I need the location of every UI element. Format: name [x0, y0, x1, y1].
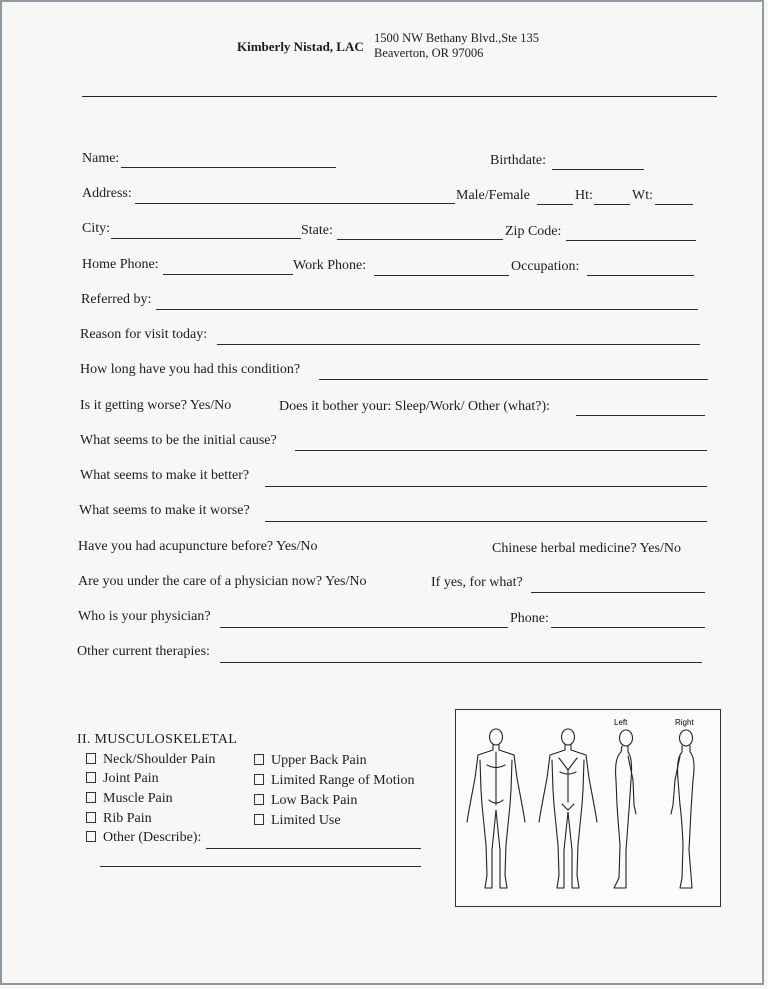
occupation-field[interactable]	[587, 275, 694, 276]
neck-shoulder-pain-option[interactable]: Neck/Shoulder Pain	[86, 752, 215, 768]
header-divider	[82, 96, 717, 97]
state-label: State:	[301, 223, 333, 238]
worse-label: Is it getting worse? Yes/No	[80, 398, 232, 413]
sex-field[interactable]	[537, 204, 573, 205]
checkbox-icon[interactable]	[86, 753, 96, 764]
left-label: Left	[614, 718, 628, 727]
better-field[interactable]	[265, 486, 707, 487]
zip-field[interactable]	[566, 240, 696, 241]
referred-by-field[interactable]	[156, 309, 698, 310]
physician-care-label: Are you under the care of a physician now? Yes/No	[78, 574, 367, 589]
checkbox-icon[interactable]	[86, 792, 96, 803]
bother-field[interactable]	[576, 415, 705, 416]
left-side-figure	[614, 730, 636, 888]
other-describe-option[interactable]: Other (Describe):	[86, 830, 201, 846]
physician-label: Who is your physician?	[78, 609, 211, 624]
if-yes-label: If yes, for what?	[431, 575, 523, 590]
herbal-label: Chinese herbal medicine? Yes/No	[492, 541, 681, 556]
other-describe-field[interactable]	[206, 848, 421, 849]
upper-back-pain-option[interactable]: Upper Back Pain	[254, 753, 367, 769]
address-line-2: Beaverton, OR 97006	[374, 46, 484, 60]
work-phone-field[interactable]	[374, 275, 509, 276]
bother-label: Does it bother your: Sleep/Work/ Other (what?):	[279, 399, 551, 414]
limited-range-of-motion-option[interactable]: Limited Range of Motion	[254, 773, 414, 789]
address-label: Address:	[82, 186, 132, 201]
right-side-figure	[671, 730, 694, 888]
therapies-label: Other current therapies:	[77, 644, 210, 659]
occupation-label: Occupation:	[511, 259, 580, 274]
practitioner-name: Kimberly Nistad, LAC	[237, 39, 364, 54]
state-field[interactable]	[337, 239, 503, 240]
city-label: City:	[82, 221, 111, 236]
work-phone-label: Work Phone:	[293, 258, 367, 273]
how-long-label: How long have you had this condition?	[80, 362, 301, 377]
physician-field[interactable]	[220, 627, 508, 628]
phone-label: Phone:	[510, 611, 549, 626]
initial-cause-label: What seems to be the initial cause?	[80, 433, 277, 448]
make-worse-field[interactable]	[265, 521, 707, 522]
phone-field[interactable]	[551, 627, 705, 628]
referred-by-label: Referred by:	[81, 292, 152, 307]
height-field[interactable]	[594, 204, 630, 205]
birthdate-field[interactable]	[552, 169, 644, 170]
muscle-pain-option[interactable]: Muscle Pain	[86, 791, 173, 807]
address-line-1: 1500 NW Bethany Blvd.,Ste 135	[374, 31, 540, 45]
better-label: What seems to make it better?	[80, 468, 250, 483]
checkbox-icon[interactable]	[254, 794, 264, 805]
home-phone-label: Home Phone:	[82, 257, 159, 272]
checkbox-icon[interactable]	[254, 774, 264, 785]
initial-cause-field[interactable]	[295, 450, 707, 451]
other-describe-field-2[interactable]	[100, 866, 421, 867]
checkbox-icon[interactable]	[86, 831, 96, 842]
right-label: Right	[675, 718, 694, 727]
body-chart[interactable]	[455, 709, 721, 907]
if-yes-field[interactable]	[531, 592, 705, 593]
therapies-field[interactable]	[220, 662, 702, 663]
rib-pain-option[interactable]: Rib Pain	[86, 811, 152, 827]
checkbox-icon[interactable]	[86, 772, 96, 783]
body-chart-figures	[456, 710, 722, 908]
birthdate-label: Birthdate:	[490, 153, 546, 168]
sex-label: Male/Female	[456, 188, 530, 203]
weight-field[interactable]	[655, 204, 693, 205]
zip-label: Zip Code:	[505, 224, 562, 239]
checkbox-icon[interactable]	[254, 754, 264, 765]
limited-use-option[interactable]: Limited Use	[254, 813, 341, 829]
make-worse-label: What seems to make it worse?	[79, 503, 250, 518]
home-phone-field[interactable]	[163, 274, 293, 275]
name-field[interactable]	[121, 167, 336, 168]
name-label: Name:	[82, 151, 120, 166]
joint-pain-option[interactable]: Joint Pain	[86, 771, 159, 787]
how-long-field[interactable]	[319, 379, 708, 380]
low-back-pain-option[interactable]: Low Back Pain	[254, 793, 357, 809]
checkbox-icon[interactable]	[86, 812, 96, 823]
city-field[interactable]	[111, 238, 301, 239]
reason-label: Reason for visit today:	[80, 327, 208, 342]
musculoskeletal-title: II. MUSCULOSKELETAL	[77, 732, 238, 747]
reason-field[interactable]	[217, 344, 700, 345]
front-view-figure	[539, 729, 597, 888]
address-field[interactable]	[135, 203, 455, 204]
acupuncture-label: Have you had acupuncture before? Yes/No	[78, 539, 318, 554]
checkbox-icon[interactable]	[254, 814, 264, 825]
back-view-figure	[467, 729, 525, 888]
height-label: Ht:	[575, 188, 593, 203]
weight-label: Wt:	[632, 188, 653, 203]
